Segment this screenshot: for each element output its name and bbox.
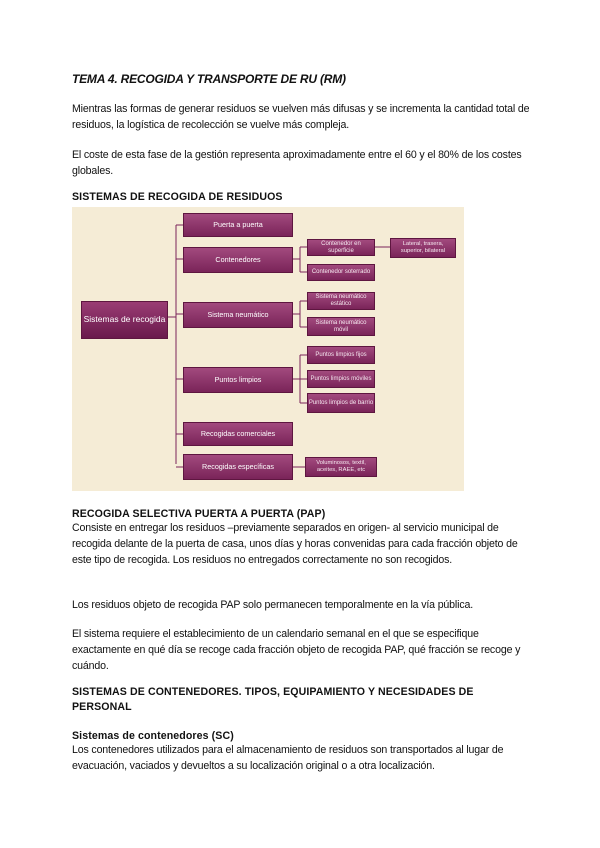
sc-paragraph-1: Los contenedores utilizados para el almacenamiento de residuos son transportados al lugar de evacuación, vaciados y devueltos a su localización original o a otra localización.	[72, 744, 504, 772]
node-puntos-limpios-moviles: Puntos limpios móviles	[307, 370, 375, 388]
subsection-heading-sc: Sistemas de contenedores (SC)	[72, 730, 234, 742]
document-title: TEMA 4. RECOGIDA Y TRANSPORTE DE RU (RM)	[72, 72, 346, 86]
node-lateral-trasera: Lateral, trasera, superior, bilateral	[390, 238, 456, 258]
node-recogidas-comerciales: Recogidas comerciales	[183, 422, 293, 446]
diagram-root-box: Sistemas de recogida	[81, 301, 168, 339]
pap-paragraph-2: Los residuos objeto de recogida PAP solo permanecen temporalmente en la vía pública.	[72, 599, 474, 611]
section-heading-recogida: SISTEMAS DE RECOGIDA DE RESIDUOS	[72, 191, 283, 203]
pap-paragraph-3: El sistema requiere el establecimiento de un calendario semanal en el que se especifique exactamente en qué día se recoge cada fracción objeto de recogida PAP, qué fracción se recoge y cuándo.	[72, 628, 521, 672]
node-neumatico-estatico: Sistema neumático estático	[307, 292, 375, 310]
section-heading-contenedores: SISTEMAS DE CONTENEDORES. TIPOS, EQUIPAMIENTO Y NECESIDADES DE PERSONAL	[72, 686, 474, 713]
node-recogidas-especificas: Recogidas específicas	[183, 454, 293, 480]
pap-paragraph-1: Consiste en entregar los residuos –previamente separados en origen- al servicio municipal de recogida delante de la puerta de casa, unos días y horas convenidas para cada fracción objeto de este tipo de recogida. Los residuos no entregados correctamente no son recogidos.	[72, 522, 518, 566]
node-puerta-a-puerta: Puerta a puerta	[183, 213, 293, 237]
node-puntos-limpios-barrio: Puntos limpios de barrio	[307, 393, 375, 413]
intro-paragraph-2: El coste de esta fase de la gestión representa aproximadamente entre el 60 y el 80% de los costes globales.	[72, 149, 522, 177]
node-neumatico-movil: Sistema neumático móvil	[307, 317, 375, 336]
node-contenedor-soterrado: Contenedor soterrado	[307, 264, 375, 281]
intro-paragraph-1: Mientras las formas de generar residuos se vuelven más difusas y se incrementa la cantidad total de residuos, la logística de recolección se vuelve más compleja.	[72, 103, 530, 131]
node-sistema-neumatico: Sistema neumático	[183, 302, 293, 328]
section-heading-pap: RECOGIDA SELECTIVA PUERTA A PUERTA (PAP)	[72, 508, 326, 520]
node-contenedor-superficie: Contenedor en superficie	[307, 239, 375, 256]
node-puntos-limpios-fijos: Puntos limpios fijos	[307, 346, 375, 364]
node-puntos-limpios: Puntos limpios	[183, 367, 293, 393]
node-contenedores: Contenedores	[183, 247, 293, 273]
collection-systems-diagram	[72, 207, 464, 491]
node-voluminosos: Voluminosos, textil, aceites, RAEE, etc	[305, 457, 377, 477]
